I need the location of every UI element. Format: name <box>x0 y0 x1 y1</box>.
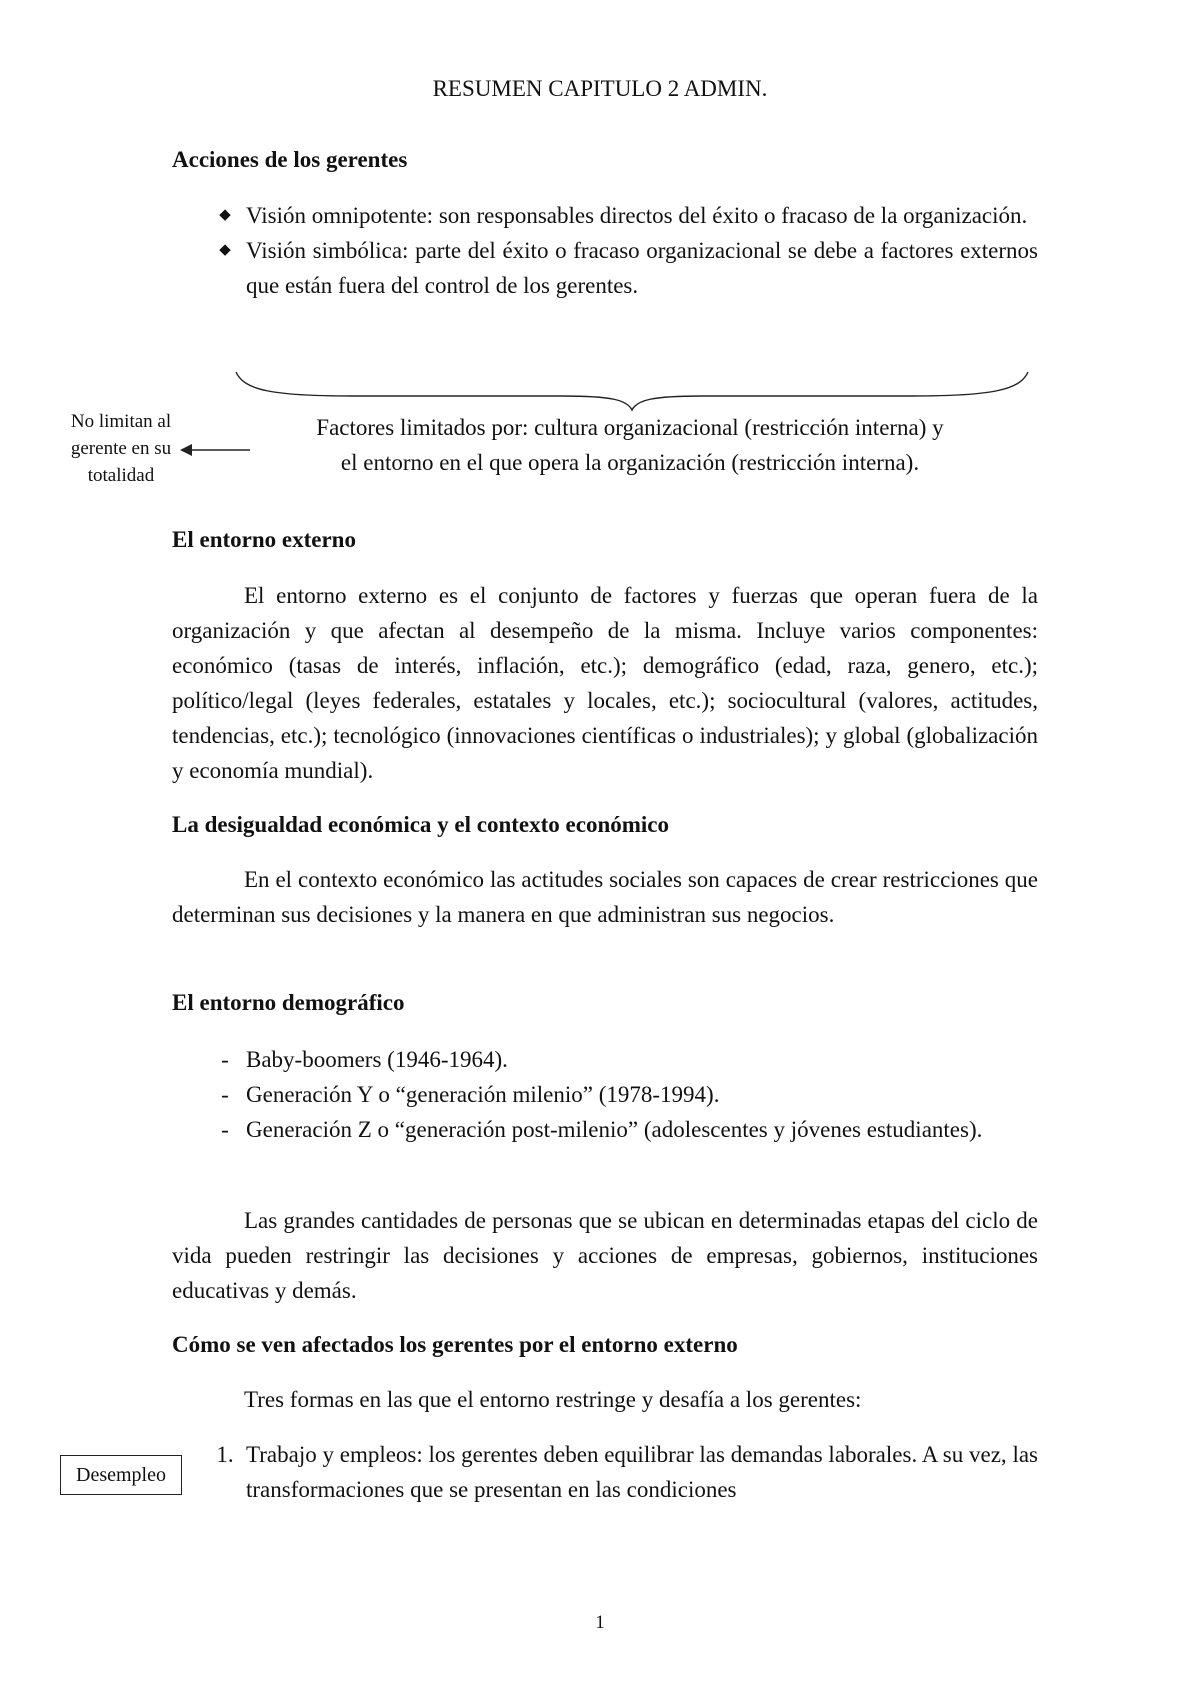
side-note: No limitan al gerente en su totalidad <box>70 411 172 486</box>
list-item: ◆ Visión omnipotente: son responsables directos del éxito o fracaso de la organización. <box>210 198 1038 233</box>
paragraph-entorno-externo: El entorno externo es el conjunto de factores y fuerzas que operan fuera de la organización y que afectan al desempeño de la misma. Incluye varios componentes: económico (tasas de interés, inflación, etc.); demográfico (edad, raza, genero, etc.); político/legal (leyes federales, estatales y locales, etc.); sociocultural (valores, actitudes, tendencias, etc.); tecnológico (innovaciones científicas o industriales); y global (globalización y economía mundial). <box>172 583 1038 783</box>
brace-note <box>240 410 1020 480</box>
curly-brace-icon <box>232 368 1032 413</box>
dash-icon: - <box>221 1117 229 1142</box>
heading-acciones: Acciones de los gerentes <box>172 147 408 172</box>
side-box-desempleo: Desempleo <box>60 1455 182 1495</box>
heading-desigualdad: La desigualdad económica y el contexto económico <box>172 812 670 837</box>
page-title: RESUMEN CAPITULO 2 ADMIN. <box>432 76 768 101</box>
list-number: 1. <box>216 1442 234 1467</box>
dash-icon: - <box>221 1047 229 1072</box>
paragraph-afectados-intro: Tres formas en las que el entorno restringe y desafía a los gerentes: <box>244 1387 862 1412</box>
dash-icon: - <box>221 1082 229 1107</box>
list-item: - Baby-boomers (1946-1964). <box>210 1042 1038 1077</box>
heading-demografico: El entorno demográfico <box>172 990 405 1015</box>
paragraph-desigualdad: En el contexto económico las actitudes sociales son capaces de crear restricciones que determinan sus decisiones y la manera en que administran sus negocios. <box>172 867 1038 927</box>
page-number: 1 <box>595 1612 605 1633</box>
arrow-left-icon <box>180 443 252 457</box>
diamond-icon: ◆ <box>219 207 231 223</box>
heading-entorno-externo: El entorno externo <box>172 527 356 552</box>
list-item: 1. Trabajo y empleos: los gerentes deben equilibrar las demandas laborales. A su vez, las transformaciones que se presentan en las condiciones <box>210 1437 1038 1507</box>
brace-note-line: el entorno en el que opera la organización (restricción interna). <box>340 450 920 475</box>
dash-list-demografico <box>210 1042 1038 1147</box>
list-item: ◆ Visión simbólica: parte del éxito o fracaso organizacional se debe a factores externos que están fuera del control de los gerentes. <box>210 233 1038 303</box>
paragraph-demografico: Las grandes cantidades de personas que se ubican en determinadas etapas del ciclo de vida pueden restringir las decisiones y acciones de empresas, gobiernos, instituciones educativas y demás. <box>172 1208 1038 1303</box>
numbered-list-afectados <box>210 1437 1038 1507</box>
list-item: - Generación Z o “generación post-milenio” (adolescentes y jóvenes estudiantes). <box>210 1112 1038 1147</box>
brace-note-line: Factores limitados por: cultura organizacional (restricción interna) y <box>316 415 944 440</box>
diamond-icon: ◆ <box>219 242 231 258</box>
bullet-list-acciones <box>210 198 1038 303</box>
heading-afectados: Cómo se ven afectados los gerentes por el entorno externo <box>172 1332 738 1357</box>
list-item: - Generación Y o “generación milenio” (1978-1994). <box>210 1077 1038 1112</box>
